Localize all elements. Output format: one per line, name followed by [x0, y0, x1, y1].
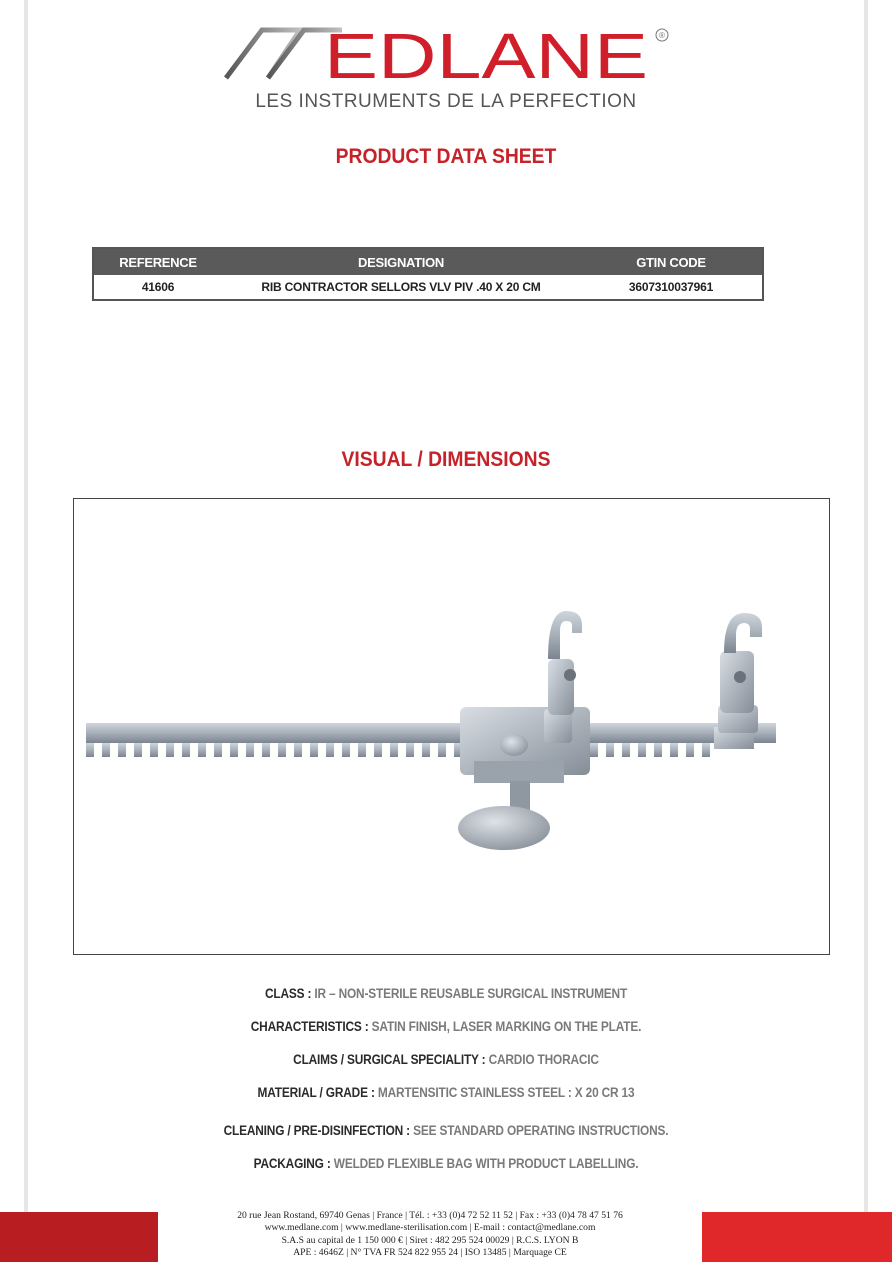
rib-contractor-image: [74, 499, 828, 953]
footer-red-bar-left: [0, 1212, 158, 1262]
footer-red-bar-right: [702, 1212, 892, 1262]
packaging-value: WELDED FLEXIBLE BAG WITH PRODUCT LABELLING.: [333, 1156, 639, 1171]
brand-tagline: LES INSTRUMENTS DE LA PERFECTION: [255, 91, 637, 112]
class-value: IR – NON-STERILE REUSABLE SURGICAL INSTRUMENT: [314, 986, 628, 1001]
packaging-line: [54, 1156, 839, 1171]
footer-registrations: APE : 4646Z | N° TVA FR 524 822 955 24 | ISO 13485 | Marquage CE: [293, 1247, 567, 1259]
logo-letters-edlane: EDLANE: [324, 20, 648, 92]
claims-value: CARDIO THORACIC: [488, 1052, 599, 1067]
claims-label: CLAIMS / SURGICAL SPECIALITY :: [293, 1052, 489, 1067]
reference-table: [92, 247, 764, 301]
material-line: [54, 1085, 839, 1100]
cleaning-value: SEE STANDARD OPERATING INSTRUCTIONS.: [413, 1123, 669, 1138]
characteristics-value: SATIN FINISH, LASER MARKING ON THE PLATE.: [371, 1019, 642, 1034]
product-sheet-title: PRODUCT DATA SHEET: [335, 145, 557, 168]
header-reference: REFERENCE: [93, 248, 222, 275]
header-designation: DESIGNATION: [222, 248, 580, 275]
material-label: MATERIAL / GRADE :: [257, 1085, 378, 1100]
visual-dimensions-title: VISUAL / DIMENSIONS: [341, 448, 551, 471]
cell-gtin: 3607310037961: [628, 280, 714, 294]
footer-websites: www.medlane.com | www.medlane-sterilisation.com | E-mail : contact@medlane.com: [264, 1222, 596, 1234]
header-gtin: GTIN CODE: [580, 248, 763, 275]
packaging-label: PACKAGING :: [253, 1156, 334, 1171]
cleaning-label: CLEANING / PRE-DISINFECTION :: [223, 1123, 414, 1138]
characteristics-line: [54, 1019, 839, 1034]
material-value: MARTENSITIC STAINLESS STEEL : X 20 CR 13: [377, 1085, 635, 1100]
footer-legal: S.A.S au capital de 1 150 000 € | Siret : 482 295 524 00029 | R.C.S. LYON B: [281, 1234, 579, 1246]
claims-line: [54, 1052, 839, 1067]
cell-designation: RIB CONTRACTOR SELLORS VLV PIV .40 X 20 CM: [261, 280, 541, 294]
class-line: [54, 986, 839, 1001]
table-row: [93, 275, 763, 300]
footer-address: 20 rue Jean Rostand, 69740 Genas | France | Tél. : +33 (0)4 72 52 11 52 | Fax : +33 (0)4 78 47 51 76: [237, 1209, 623, 1221]
right-border-line: [864, 0, 868, 1262]
product-visual-frame: [73, 498, 830, 955]
cleaning-line: [54, 1123, 839, 1138]
class-label: CLASS :: [264, 986, 315, 1001]
company-footer: [160, 1210, 700, 1260]
left-border-line: [24, 0, 28, 1262]
cell-reference: 41606: [141, 280, 175, 294]
characteristics-label: CHARACTERISTICS :: [250, 1019, 372, 1034]
registered-mark: ®: [659, 31, 665, 40]
